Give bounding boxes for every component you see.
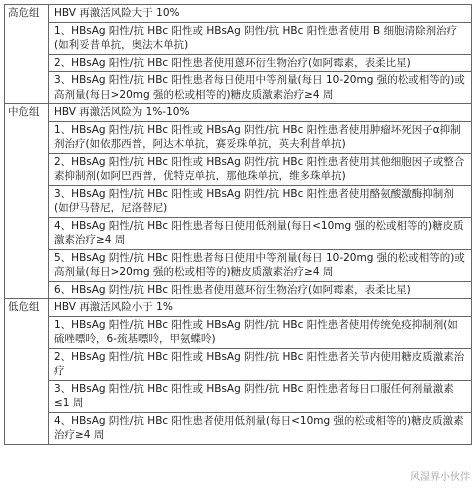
table-row: [5, 72, 472, 104]
table-row: [5, 316, 472, 348]
low-risk-item-1: 1、HBsAg 阳性/抗 HBc 阳性或 HBsAg 阴性/抗 HBc 阳性患者使用传统免疫抑制剂(如硫唑嘌呤，6-巯基嘌呤，甲氨蝶呤): [49, 316, 472, 348]
mid-risk-item-6: 6、HBsAg 阴性/抗 HBc 阳性患者使用蒽环衍生物治疗(如阿霉素，表柔比星): [49, 281, 472, 299]
mid-risk-item-1: 1、HBsAg 阳性/抗 HBc 阳性或 HBsAg 阴性/抗 HBc 阳性患者使用肿瘤坏死因子α抑制剂治疗(如依那西普，阿达木单抗，赛妥珠单抗，英夫利昔单抗): [49, 121, 472, 153]
high-risk-item-3: 3、HBsAg 阳性/抗 HBc 阳性患者每日使用中等剂量(每日 10-20mg 强的松或相等的)或高剂量(每日>20mg 强的松或相等的)糖皮质激素治疗≥4 周: [49, 72, 472, 104]
table-row: [5, 54, 472, 72]
low-risk-item-2: 2、HBsAg 阳性/抗 HBc 阳性或 HBsAg 阴性/抗 HBc 阳性患者关节内使用糖皮质激素治疗: [49, 348, 472, 380]
table-row: [5, 121, 472, 153]
low-risk-item-4: 4、HBsAg 阴性/抗 HBc 阳性患者使用低剂量(每日<10mg 强的松或相等的)糖皮质激素治疗≥4 周: [49, 412, 472, 444]
mid-risk-group-label: 中危组: [5, 104, 49, 299]
high-risk-header-row: [5, 5, 472, 23]
high-risk-item-2: 2、HBsAg 阳性/抗 HBc 阳性患者使用蒽环衍生物治疗(如阿霉素，表柔比星): [49, 54, 472, 72]
table-row: [5, 281, 472, 299]
hbv-risk-table: [4, 4, 472, 445]
mid-risk-header-row: [5, 104, 472, 122]
mid-risk-item-2: 2、HBsAg 阳性/抗 HBc 阳性或 HBsAg 阴性/抗 HBc 阳性患者使用其他细胞因子或整合素抑制剂(如阿巴西普，优特克单抗，那他珠单抗，维多珠单抗): [49, 153, 472, 185]
table-row: [5, 249, 472, 281]
low-risk-header: HBV 再激活风险小于 1%: [49, 299, 472, 317]
watermark: 风湿界小伙伴: [410, 472, 470, 483]
high-risk-item-1: 1、HBsAg 阳性/抗 HBc 阳性或 HBsAg 阴性/抗 HBc 阳性患者使用 B 细胞清除剂治疗(如利妥昔单抗，奥法木单抗): [49, 22, 472, 54]
table-row: [5, 348, 472, 380]
low-risk-item-3: 3、HBsAg 阳性/抗 HBc 阳性或 HBsAg 阴性/抗 HBc 阳性患者每日口服任何剂量激素≤1 周: [49, 380, 472, 412]
mid-risk-item-3: 3、HBsAg 阳性/抗 HBc 阳性或 HBsAg 阴性/抗 HBc 阳性患者使用酪氨酸激酶抑制剂(如伊马替尼，尼洛替尼): [49, 185, 472, 217]
table-row: [5, 217, 472, 249]
table-row: [5, 22, 472, 54]
table-row: [5, 380, 472, 412]
high-risk-group-label: 高危组: [5, 5, 49, 104]
low-risk-header-row: [5, 299, 472, 317]
table-row: [5, 185, 472, 217]
table-row: [5, 412, 472, 444]
high-risk-header: HBV 再激活风险大于 10%: [49, 5, 472, 23]
low-risk-group-label: 低危组: [5, 299, 49, 445]
mid-risk-header: HBV 再激活风险为 1%-10%: [49, 104, 472, 122]
mid-risk-item-4: 4、HBsAg 阳性/抗 HBc 阳性患者每日使用低剂量(每日<10mg 强的松或相等的)糖皮质激素治疗≥4 周: [49, 217, 472, 249]
mid-risk-item-5: 5、HBsAg 阴性/抗 HBc 阳性患者每日使用中等剂量(每日 10-20mg 强的松或相等的)或高剂量(每日>20mg 强的松或相等的)糖皮质激素治疗≥4 周: [49, 249, 472, 281]
table-row: [5, 153, 472, 185]
